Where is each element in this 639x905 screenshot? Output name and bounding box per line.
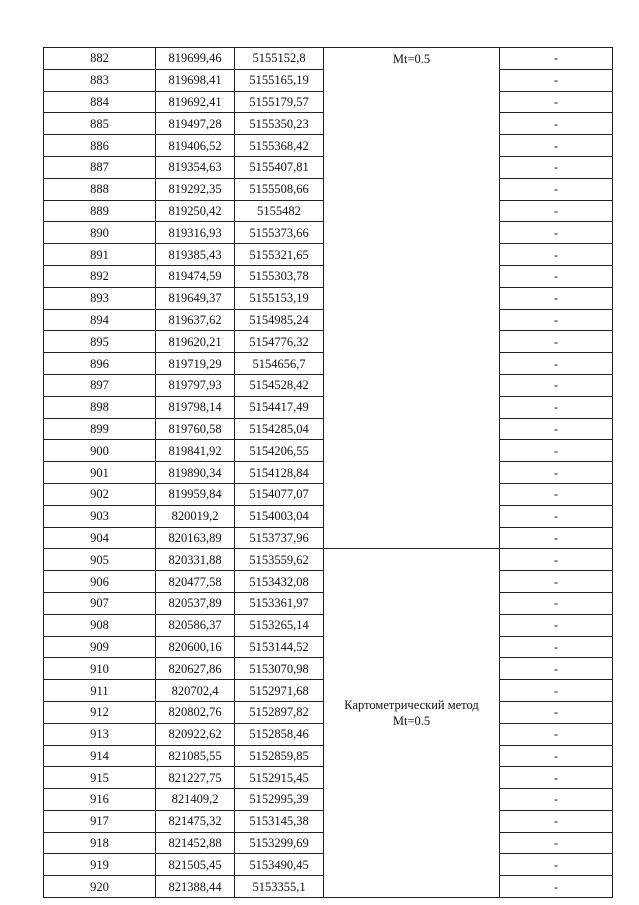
point-number-cell: 882: [44, 48, 156, 70]
x-coordinate-cell: 820600,16: [156, 636, 235, 658]
point-number-cell: 913: [44, 723, 156, 745]
y-coordinate-cell: 5155321,65: [235, 244, 324, 266]
point-number-cell: 907: [44, 592, 156, 614]
point-number-cell: 890: [44, 222, 156, 244]
x-coordinate-cell: 819719,29: [156, 353, 235, 375]
point-number-cell: 920: [44, 876, 156, 898]
point-number-cell: 889: [44, 200, 156, 222]
x-coordinate-cell: 819698,41: [156, 69, 235, 91]
point-number-cell: 900: [44, 440, 156, 462]
x-coordinate-cell: 821475,32: [156, 810, 235, 832]
y-coordinate-cell: 5155350,23: [235, 113, 324, 135]
y-coordinate-cell: 5154417,49: [235, 396, 324, 418]
error-cell: -: [500, 745, 613, 767]
y-coordinate-cell: 5154003,04: [235, 505, 324, 527]
y-coordinate-cell: 5153737,96: [235, 527, 324, 549]
y-coordinate-cell: 5153144,52: [235, 636, 324, 658]
y-coordinate-cell: 5155179,57: [235, 91, 324, 113]
point-number-cell: 912: [44, 701, 156, 723]
x-coordinate-cell: 820802,76: [156, 701, 235, 723]
point-number-cell: 888: [44, 178, 156, 200]
error-cell: -: [500, 789, 613, 811]
y-coordinate-cell: 5155373,66: [235, 222, 324, 244]
error-cell: -: [500, 876, 613, 898]
error-cell: -: [500, 265, 613, 287]
x-coordinate-cell: 819649,37: [156, 287, 235, 309]
point-number-cell: 901: [44, 462, 156, 484]
error-cell: -: [500, 636, 613, 658]
error-cell: -: [500, 113, 613, 135]
y-coordinate-cell: 5153355,1: [235, 876, 324, 898]
error-cell: -: [500, 309, 613, 331]
error-cell: -: [500, 374, 613, 396]
error-cell: -: [500, 287, 613, 309]
x-coordinate-cell: 820331,88: [156, 549, 235, 571]
point-number-cell: 894: [44, 309, 156, 331]
x-coordinate-cell: 819406,52: [156, 135, 235, 157]
error-cell: -: [500, 135, 613, 157]
y-coordinate-cell: 5155508,66: [235, 178, 324, 200]
point-number-cell: 897: [44, 374, 156, 396]
error-cell: -: [500, 353, 613, 375]
y-coordinate-cell: 5153490,45: [235, 854, 324, 876]
error-cell: -: [500, 767, 613, 789]
point-number-cell: 891: [44, 244, 156, 266]
point-number-cell: 899: [44, 418, 156, 440]
x-coordinate-cell: 819798,14: [156, 396, 235, 418]
point-number-cell: 898: [44, 396, 156, 418]
y-coordinate-cell: 5154128,84: [235, 462, 324, 484]
coordinate-table: [43, 47, 613, 898]
y-coordinate-cell: 5152995,39: [235, 789, 324, 811]
x-coordinate-cell: 820537,89: [156, 592, 235, 614]
point-number-cell: 914: [44, 745, 156, 767]
y-coordinate-cell: 5153432,08: [235, 571, 324, 593]
x-coordinate-cell: 819797,93: [156, 374, 235, 396]
method-cell: [324, 48, 500, 549]
x-coordinate-cell: 819699,46: [156, 48, 235, 70]
error-cell: -: [500, 396, 613, 418]
y-coordinate-cell: 5155152,8: [235, 48, 324, 70]
y-coordinate-cell: 5154077,07: [235, 483, 324, 505]
x-coordinate-cell: 821227,75: [156, 767, 235, 789]
y-coordinate-cell: 5155407,81: [235, 156, 324, 178]
error-cell: -: [500, 505, 613, 527]
error-cell: -: [500, 244, 613, 266]
error-cell: -: [500, 810, 613, 832]
y-coordinate-cell: 5152859,85: [235, 745, 324, 767]
y-coordinate-cell: 5152858,46: [235, 723, 324, 745]
error-cell: -: [500, 832, 613, 854]
point-number-cell: 916: [44, 789, 156, 811]
error-cell: -: [500, 571, 613, 593]
error-cell: -: [500, 462, 613, 484]
y-coordinate-cell: 5155303,78: [235, 265, 324, 287]
point-number-cell: 917: [44, 810, 156, 832]
x-coordinate-cell: 819692,41: [156, 91, 235, 113]
x-coordinate-cell: 819354,63: [156, 156, 235, 178]
y-coordinate-cell: 5152971,68: [235, 680, 324, 702]
method-line: Картометрический метод: [344, 698, 479, 713]
y-coordinate-cell: 5153299,69: [235, 832, 324, 854]
error-cell: -: [500, 614, 613, 636]
y-coordinate-cell: 5153145,38: [235, 810, 324, 832]
x-coordinate-cell: 820019,2: [156, 505, 235, 527]
point-number-cell: 915: [44, 767, 156, 789]
point-number-cell: 887: [44, 156, 156, 178]
x-coordinate-cell: 821505,45: [156, 854, 235, 876]
error-cell: -: [500, 723, 613, 745]
point-number-cell: 908: [44, 614, 156, 636]
point-number-cell: 885: [44, 113, 156, 135]
point-number-cell: 884: [44, 91, 156, 113]
method-line: Mt=0.5: [392, 714, 431, 729]
error-cell: -: [500, 69, 613, 91]
error-cell: -: [500, 178, 613, 200]
x-coordinate-cell: 820702,4: [156, 680, 235, 702]
error-cell: -: [500, 200, 613, 222]
y-coordinate-cell: 5155153,19: [235, 287, 324, 309]
x-coordinate-cell: 820477,58: [156, 571, 235, 593]
point-number-cell: 903: [44, 505, 156, 527]
table-row: [44, 48, 613, 70]
error-cell: -: [500, 527, 613, 549]
x-coordinate-cell: 819890,34: [156, 462, 235, 484]
error-cell: -: [500, 48, 613, 70]
y-coordinate-cell: 5154206,55: [235, 440, 324, 462]
point-number-cell: 906: [44, 571, 156, 593]
error-cell: -: [500, 592, 613, 614]
error-cell: -: [500, 156, 613, 178]
error-cell: -: [500, 91, 613, 113]
x-coordinate-cell: 819250,42: [156, 200, 235, 222]
error-cell: -: [500, 483, 613, 505]
point-number-cell: 902: [44, 483, 156, 505]
y-coordinate-cell: 5154656,7: [235, 353, 324, 375]
x-coordinate-cell: 819620,21: [156, 331, 235, 353]
x-coordinate-cell: 820586,37: [156, 614, 235, 636]
x-coordinate-cell: 820922,62: [156, 723, 235, 745]
x-coordinate-cell: 819637,62: [156, 309, 235, 331]
x-coordinate-cell: 819316,93: [156, 222, 235, 244]
point-number-cell: 896: [44, 353, 156, 375]
error-cell: -: [500, 680, 613, 702]
x-coordinate-cell: 821452,88: [156, 832, 235, 854]
x-coordinate-cell: 819474,59: [156, 265, 235, 287]
x-coordinate-cell: 821085,55: [156, 745, 235, 767]
error-cell: -: [500, 331, 613, 353]
x-coordinate-cell: 819292,35: [156, 178, 235, 200]
error-cell: -: [500, 418, 613, 440]
x-coordinate-cell: 820163,89: [156, 527, 235, 549]
coordinate-table-body: [44, 48, 613, 898]
y-coordinate-cell: 5155368,42: [235, 135, 324, 157]
y-coordinate-cell: 5152897,82: [235, 701, 324, 723]
y-coordinate-cell: 5155482: [235, 200, 324, 222]
x-coordinate-cell: 819760,58: [156, 418, 235, 440]
point-number-cell: 886: [44, 135, 156, 157]
y-coordinate-cell: 5153265,14: [235, 614, 324, 636]
point-number-cell: 883: [44, 69, 156, 91]
point-number-cell: 892: [44, 265, 156, 287]
x-coordinate-cell: 819385,43: [156, 244, 235, 266]
x-coordinate-cell: 819497,28: [156, 113, 235, 135]
x-coordinate-cell: 819841,92: [156, 440, 235, 462]
point-number-cell: 909: [44, 636, 156, 658]
error-cell: -: [500, 440, 613, 462]
method-cell: [324, 549, 500, 898]
point-number-cell: 918: [44, 832, 156, 854]
y-coordinate-cell: 5154285,04: [235, 418, 324, 440]
y-coordinate-cell: 5152915,45: [235, 767, 324, 789]
error-cell: -: [500, 701, 613, 723]
table-row: [44, 549, 613, 571]
y-coordinate-cell: 5154985,24: [235, 309, 324, 331]
x-coordinate-cell: 820627,86: [156, 658, 235, 680]
y-coordinate-cell: 5153070,98: [235, 658, 324, 680]
error-cell: -: [500, 549, 613, 571]
y-coordinate-cell: 5155165,19: [235, 69, 324, 91]
point-number-cell: 893: [44, 287, 156, 309]
point-number-cell: 905: [44, 549, 156, 571]
error-cell: -: [500, 854, 613, 876]
y-coordinate-cell: 5153559,62: [235, 549, 324, 571]
point-number-cell: 911: [44, 680, 156, 702]
x-coordinate-cell: 821409,2: [156, 789, 235, 811]
x-coordinate-cell: 819959,84: [156, 483, 235, 505]
y-coordinate-cell: 5153361,97: [235, 592, 324, 614]
point-number-cell: 910: [44, 658, 156, 680]
point-number-cell: 904: [44, 527, 156, 549]
y-coordinate-cell: 5154528,42: [235, 374, 324, 396]
point-number-cell: 895: [44, 331, 156, 353]
error-cell: -: [500, 658, 613, 680]
error-cell: -: [500, 222, 613, 244]
y-coordinate-cell: 5154776,32: [235, 331, 324, 353]
x-coordinate-cell: 821388,44: [156, 876, 235, 898]
point-number-cell: 919: [44, 854, 156, 876]
method-line: Mt=0.5: [392, 52, 431, 66]
